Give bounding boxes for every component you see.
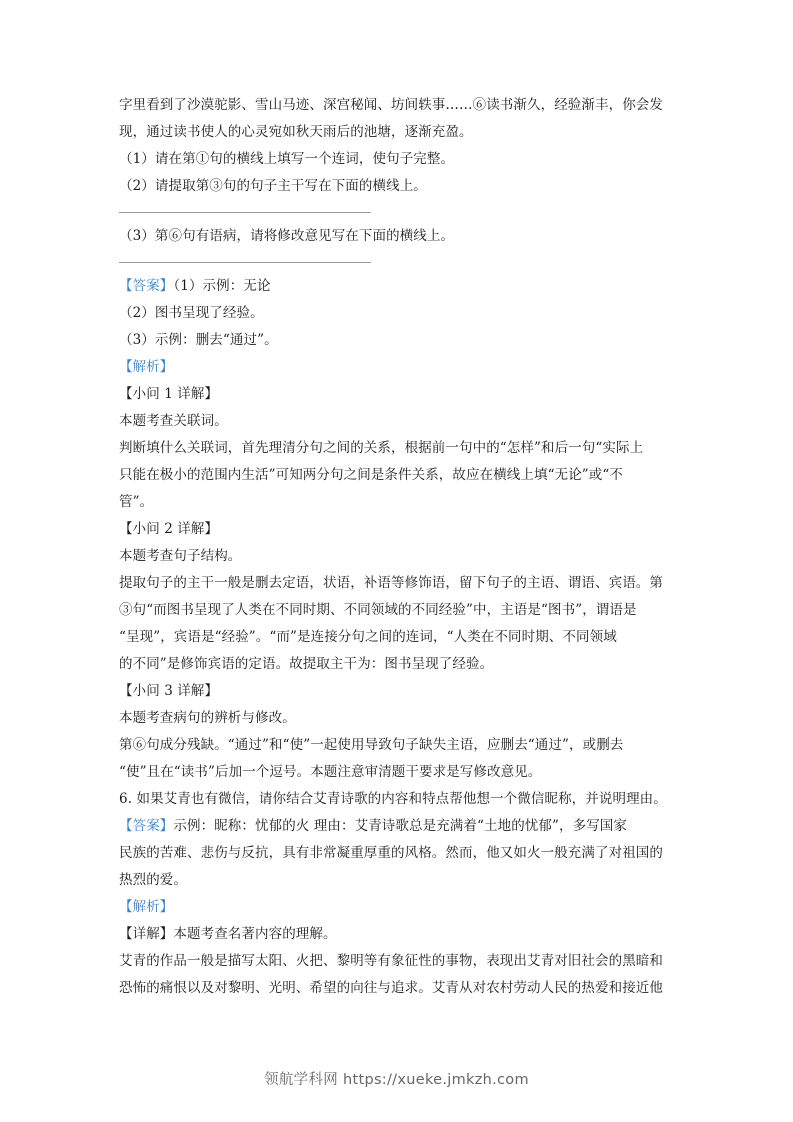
question-6: 6. 如果艾青也有微信，请你结合艾青诗歌的内容和特点帮他想一个微信昵称，并说明理由。 [119,791,667,807]
answer-line: （2）图书呈现了经验。 [119,305,264,321]
answer-line: （3）示例：删去“通过”。 [119,332,278,348]
analysis-tag: 【解析】 [119,359,174,375]
answer-line: 【答案】（1）示例：无论 [119,278,271,294]
analysis-line: 恐怖的痛恨以及对黎明、光明、希望的向往与追求。艾青从对农村劳动人民的热爱和接近他 [119,980,663,996]
analysis-line: 提取句子的主干一般是删去定语，状语，补语等修饰语，留下句子的主语、谓语、宾语。第 [119,575,663,591]
analysis-line: 【详解】本题考查名著内容的理解。 [119,926,337,942]
subquestion-title: 【小问 3 详解】 [119,683,219,699]
question-3: （3）第⑥句有语病，请将修改意见写在下面的横线上。 [119,228,455,244]
passage-line: 现，通过读书使人的心灵宛如秋天雨后的池塘，逐渐充盈。 [119,124,473,140]
analysis-line: 管”。 [119,494,154,510]
analysis-line: ③句“而图书呈现了人类在不同时期、不同领域的不同经验”中，主语是“图书”，谓语是 [119,602,637,618]
analysis-line: “使”且在“读书”后加一个逗号。本题注意审清题干要求是写修改意见。 [119,764,542,780]
analysis-line: 艾青的作品一般是描写太阳、火把、黎明等有象征性的事物，表现出艾青对旧社会的黑暗和 [119,953,663,969]
document-body [119,92,679,1002]
answer-line: 【答案】示例：昵称：忧郁的火 理由：艾青诗歌总是充满着“土地的忧郁”，多写国家 [119,818,627,834]
analysis-line: 本题考查病句的辨析与修改。 [119,710,296,726]
passage-line: 字里看到了沙漠驼影、雪山马迹、深宫秘闻、坊间轶事……⑥读书渐久，经验渐丰，你会发 [119,97,663,113]
analysis-tag: 【解析】 [119,899,174,915]
analysis-line: 判断填什么关联词，首先理清分句之间的关系，根据前一句中的“怎样”和后一句“实际上 [119,440,644,456]
answer-tag: 【答案】 [119,818,174,834]
answer-line: 热烈的爱。 [119,872,187,888]
subquestion-title: 【小问 2 详解】 [119,521,219,537]
analysis-line: “呈现”，宾语是“经验”。“而”是连接分句之间的连词，“人类在不同时期、不同领域 [119,629,617,645]
question-2: （2）请提取第③句的句子主干写在下面的横线上。 [119,178,427,194]
answer-tag: 【答案】 [119,278,174,294]
analysis-line: 第⑥句成分残缺。“通过”和“使”一起使用导致句子缺失主语，应删去“通过”，或删去 [119,737,624,753]
page-footer: 领航学科网 https://xueke.jmkzh.com [264,1072,529,1088]
analysis-line: 本题考查句子结构。 [119,548,242,564]
analysis-line: 本题考查关联词。 [119,413,228,429]
analysis-line: 的不同”是修饰宾语的定语。故提取主干为：图书呈现了经验。 [119,656,494,672]
answer-line: 民族的苦难、悲伤与反抗，具有非常凝重厚重的风格。然而，他又如火一般充满了对祖国的 [119,845,663,861]
subquestion-title: 【小问 1 详解】 [119,386,219,402]
analysis-line: 只能在极小的范围内生活”可知两分句之间是条件关系，故应在横线上填“无论”或“不 [119,467,624,483]
question-1: （1）请在第①句的横线上填写一个连词，使句子完整。 [119,151,455,167]
